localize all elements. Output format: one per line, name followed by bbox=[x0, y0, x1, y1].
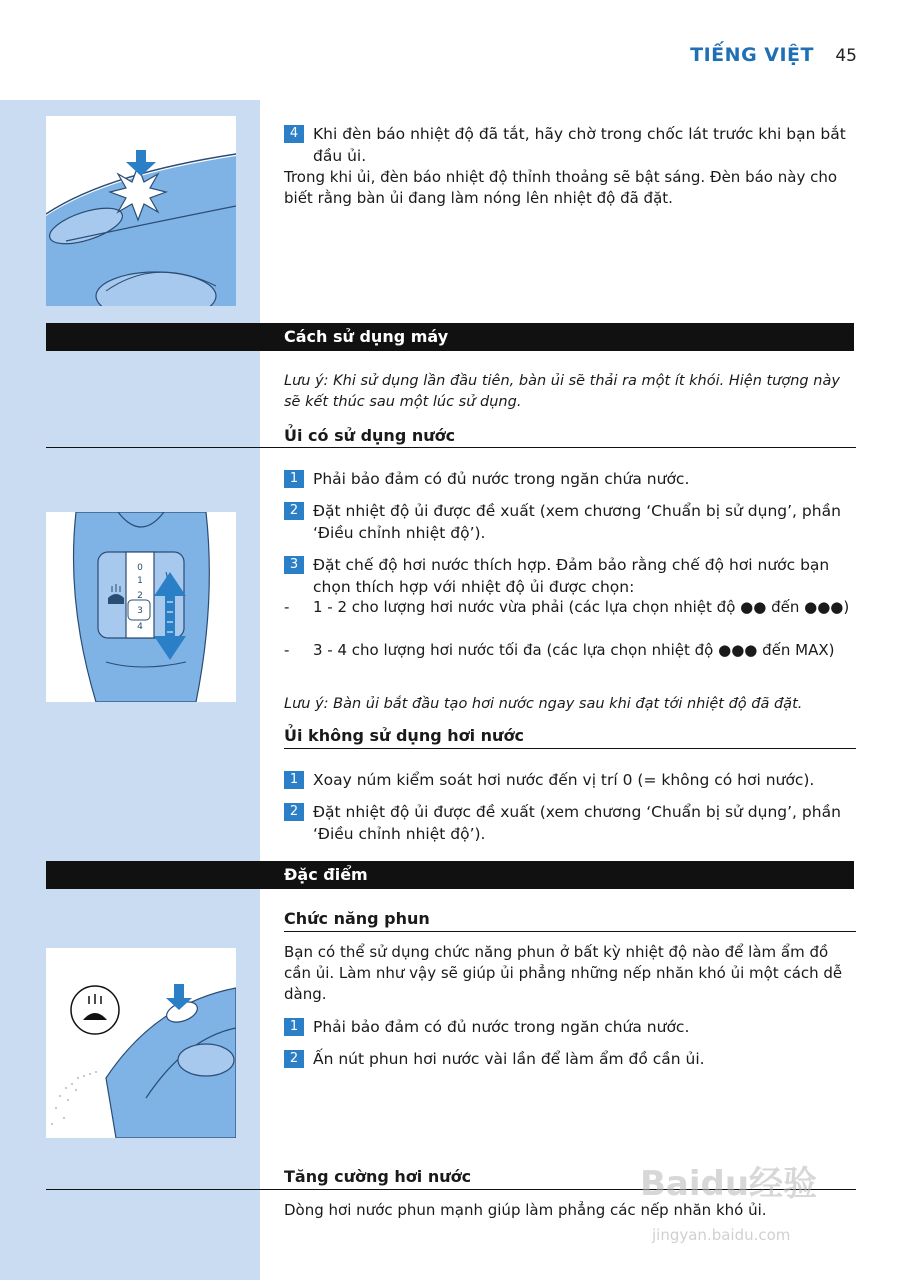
spray-mist bbox=[51, 1071, 97, 1125]
watermark-logo: Baidu经验 bbox=[640, 1164, 818, 1204]
bullet-text: 3 - 4 cho lượng hơi nước tối đa (các lựa chọn nhiệt độ ●●● đến MAX) bbox=[313, 641, 835, 659]
illustration-steam-dial bbox=[46, 512, 236, 702]
step-number: 1 bbox=[284, 470, 304, 488]
step-text: Xoay núm kiểm soát hơi nước đến vị trí 0 (= không có hơi nước). bbox=[313, 771, 815, 789]
subheading-spray-function: Chức năng phun bbox=[284, 909, 430, 928]
step-number: 1 bbox=[284, 771, 304, 789]
paragraph-temperature-light: Trong khi ủi, đèn báo nhiệt độ thỉnh thoảng sẽ bật sáng. Đèn báo này cho biết rằng bàn ủi đang làm nóng lên nhiệt độ đã đặt. bbox=[284, 168, 838, 207]
step-2 bbox=[284, 801, 856, 845]
step-text: Phải bảo đảm có đủ nước trong ngăn chứa nước. bbox=[313, 470, 690, 488]
dial-label-0: 0 bbox=[137, 563, 143, 573]
bullet-dash: - bbox=[284, 641, 290, 659]
dial-label-1: 1 bbox=[137, 576, 143, 586]
subheading-steam-boost: Tăng cường hơi nước bbox=[284, 1167, 472, 1186]
section-title: Cách sử dụng máy bbox=[284, 327, 449, 346]
step-2 bbox=[284, 1048, 856, 1070]
dial-label-4: 4 bbox=[137, 622, 143, 632]
section-header-using bbox=[46, 323, 854, 351]
bullet-dash: - bbox=[284, 598, 290, 616]
step-text: Đặt nhiệt độ ủi được đề xuất (xem chương ‘Chuẩn bị sử dụng’, phần ‘Điều chỉnh nhiệt độ’). bbox=[313, 803, 841, 843]
illustration-spray bbox=[46, 948, 236, 1138]
step-number: 4 bbox=[284, 125, 304, 143]
divider bbox=[46, 447, 856, 448]
step-3 bbox=[284, 554, 856, 598]
bullet-item bbox=[284, 640, 856, 661]
bullet-text: 1 - 2 cho lượng hơi nước vừa phải (các lựa chọn nhiệt độ ●● đến ●●●) bbox=[313, 598, 850, 616]
step-number: 3 bbox=[284, 556, 304, 574]
step-number: 1 bbox=[284, 1018, 304, 1036]
step-text: Ấn nút phun hơi nước vài lần để làm ẩm đồ cần ủi. bbox=[313, 1050, 705, 1068]
step-text: Khi đèn báo nhiệt độ đã tắt, hãy chờ trong chốc lát trước khi bạn bắt đầu ủi. bbox=[313, 125, 846, 165]
steam-dial-image bbox=[46, 512, 236, 702]
divider bbox=[284, 748, 856, 749]
paragraph-steam-boost: Dòng hơi nước phun mạnh giúp làm phẳng các nếp nhăn khó ủi. bbox=[284, 1201, 767, 1219]
bullet-item bbox=[284, 597, 856, 618]
page-language-label: TIẾNG VIỆT bbox=[690, 44, 814, 66]
subheading-ironing-without-steam: Ủi không sử dụng hơi nước bbox=[284, 726, 524, 745]
divider bbox=[284, 931, 856, 932]
step-text: Phải bảo đảm có đủ nước trong ngăn chứa nước. bbox=[313, 1018, 690, 1036]
step-1 bbox=[284, 769, 856, 791]
step-text: Đặt chế độ hơi nước thích hợp. Đảm bảo rằng chế độ hơi nước bạn chọn thích hợp với nhiệt độ ủi được chọn: bbox=[313, 556, 830, 596]
section-title: Đặc điểm bbox=[284, 865, 368, 884]
iron-top-image bbox=[46, 116, 236, 306]
step-2 bbox=[284, 500, 856, 544]
section-header-features bbox=[46, 861, 854, 889]
page-number: 45 bbox=[835, 46, 857, 66]
step-number: 2 bbox=[284, 502, 304, 520]
step-4 bbox=[284, 123, 856, 167]
watermark-url: jingyan.baidu.com bbox=[652, 1226, 791, 1244]
step-text: Đặt nhiệt độ ủi được đề xuất (xem chương ‘Chuẩn bị sử dụng’, phần ‘Điều chỉnh nhiệt độ’). bbox=[313, 502, 841, 542]
spray-image bbox=[46, 948, 236, 1138]
subheading-ironing-with-water: Ủi có sử dụng nước bbox=[284, 426, 456, 445]
illustration-temperature-light bbox=[46, 116, 236, 306]
paragraph-spray: Bạn có thể sử dụng chức năng phun ở bất kỳ nhiệt độ nào để làm ẩm đồ cần ủi. Làm như vậy sẽ giúp ủi phẳng những nếp nhăn khó ủi một cách dễ dàng. bbox=[284, 943, 843, 1003]
spray-symbol-icon bbox=[71, 986, 119, 1034]
step-1 bbox=[284, 468, 856, 490]
step-1 bbox=[284, 1016, 856, 1038]
note-first-use: Lưu ý: Khi sử dụng lần đầu tiên, bàn ủi sẽ thải ra một ít khói. Hiện tượng này sẽ kết thúc sau một lúc sử dụng. bbox=[284, 373, 840, 410]
note-steam-start: Lưu ý: Bàn ủi bắt đầu tạo hơi nước ngay sau khi đạt tới nhiệt độ đã đặt. bbox=[284, 696, 803, 712]
step-number: 2 bbox=[284, 803, 304, 821]
dial-label-3: 3 bbox=[137, 606, 143, 616]
dial-label-2: 2 bbox=[137, 591, 143, 601]
step-number: 2 bbox=[284, 1050, 304, 1068]
